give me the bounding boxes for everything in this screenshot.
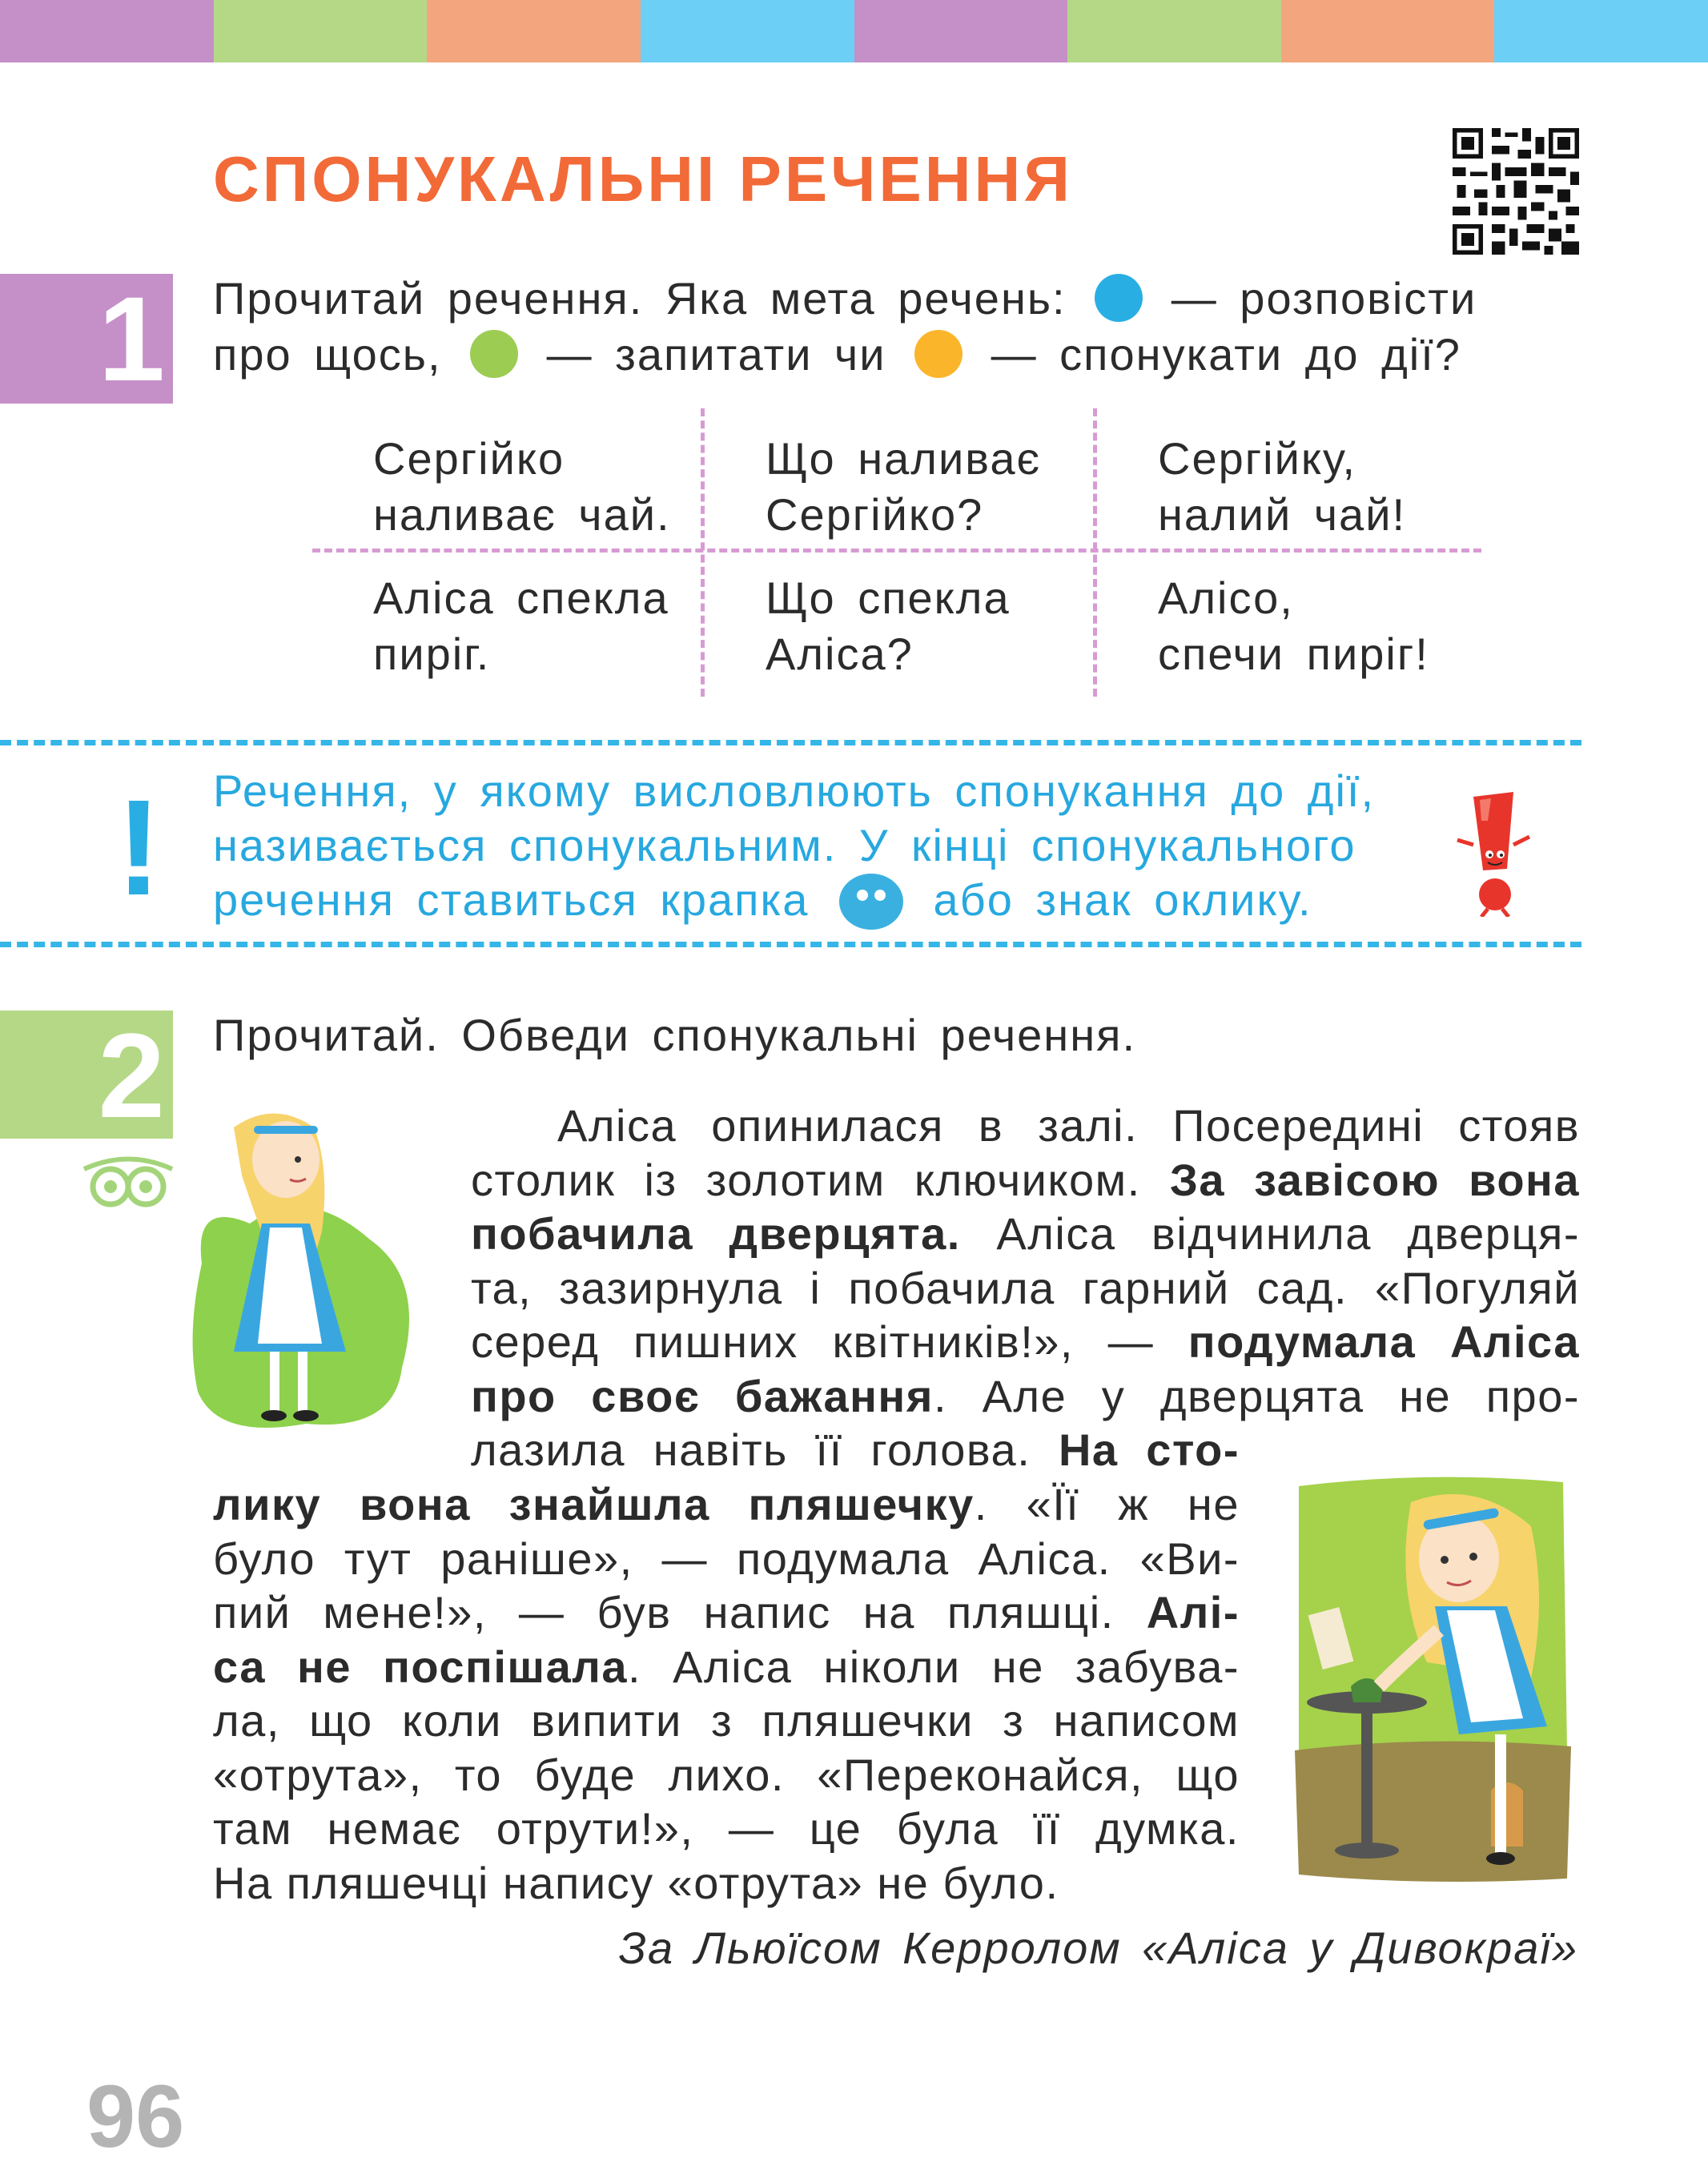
rule-text [213, 764, 1438, 930]
period-character-icon [839, 874, 903, 930]
reading-eyes-icon [80, 1153, 176, 1209]
table-divider [701, 408, 705, 697]
exercise1-task [213, 271, 1477, 383]
task-line [213, 271, 1477, 327]
table-cell: Що наливає Сергійко? [766, 433, 1042, 540]
task-text: — розповісти [1171, 273, 1477, 323]
color-stripe-bar [0, 0, 1708, 62]
table-cell: Сергійку, налий чай! [1158, 433, 1407, 540]
task-text: — спонукати до дії? [991, 329, 1461, 380]
blue-dot-icon [1095, 274, 1143, 322]
task-text: — запитати чи [546, 329, 886, 380]
stripe [1494, 0, 1708, 62]
task-text: Прочитай речення. Яка мета речень: [213, 273, 1067, 323]
green-dot-icon [470, 330, 518, 378]
dashed-border-top [0, 740, 1581, 745]
rule-line: речення ставиться крапка або знак оклику. [213, 873, 1438, 930]
table-cell: Що спекла Аліса? [766, 573, 1011, 679]
source-citation: За Льюїсом Керролом «Аліса у Дивокраї» [618, 1923, 1578, 1973]
alice-with-bottle-illustration [1291, 1470, 1573, 1887]
sentence-table [312, 408, 1481, 697]
stripe [0, 0, 214, 62]
table-divider [1093, 408, 1097, 697]
stripe [1067, 0, 1281, 62]
alice-illustration [186, 1103, 418, 1440]
exclamation-mascot-icon [1449, 789, 1537, 917]
rule-line: називається спонукальним. У кінці спонукального [213, 820, 1356, 870]
task-text: про щось, [213, 329, 442, 380]
stripe [1281, 0, 1495, 62]
page-title: СПОНУКАЛЬНІ РЕЧЕННЯ [213, 143, 1073, 215]
table-cell: Аліса спекла пиріг. [373, 573, 669, 679]
task-line [213, 327, 1477, 383]
stripe [854, 0, 1068, 62]
table-cell: Сергійко наливає чай. [373, 433, 671, 540]
story-paragraph-1: Аліса опинилася в залі. Посередині стояв столик із золотим ключиком. За завісою вона побачила дверцята. Аліса відчинила дверця- та, зазирнула і побачила гарний сад. «Погуляй серед пишних квітників!», — подумала Аліса про своє бажання. Але у дверцята не про- лазила навіть її голова. На сто- [471, 1100, 1581, 1475]
stripe [214, 0, 428, 62]
rule-line: Речення, у якому висловлюють спонукання до дії, [213, 766, 1376, 816]
table-divider [312, 549, 1481, 553]
table-cell: Алісо, спечи пиріг! [1158, 573, 1429, 679]
exclamation-icon: ! [116, 772, 162, 924]
rule-box [0, 740, 1581, 950]
stripe [427, 0, 641, 62]
stripe [641, 0, 854, 62]
exercise-number-1: 1 [0, 274, 173, 404]
page-number: 96 [86, 2067, 185, 2166]
dashed-border-bottom [0, 942, 1581, 947]
story-paragraph-2: лику вона знайшла пляшечку. «Її ж не було тут раніше», — подумала Аліса. «Ви- пий мене!», — був напис на пляшці. Алі- са не поспішала. Аліса ніколи не забува- ла, що коли випити з пляшечки з написом «отрута», то буде лихо. «Переконайся, що там немає отрути!», — це була її думка. На пляшечці напису «отрута» не було. [213, 1479, 1240, 1908]
exercise2-task: Прочитай. Обведи спонукальні речення. [213, 1010, 1137, 1060]
qr-code-icon[interactable] [1453, 128, 1579, 255]
exercise-number-2: 2 [0, 1011, 173, 1139]
orange-dot-icon [914, 330, 963, 378]
